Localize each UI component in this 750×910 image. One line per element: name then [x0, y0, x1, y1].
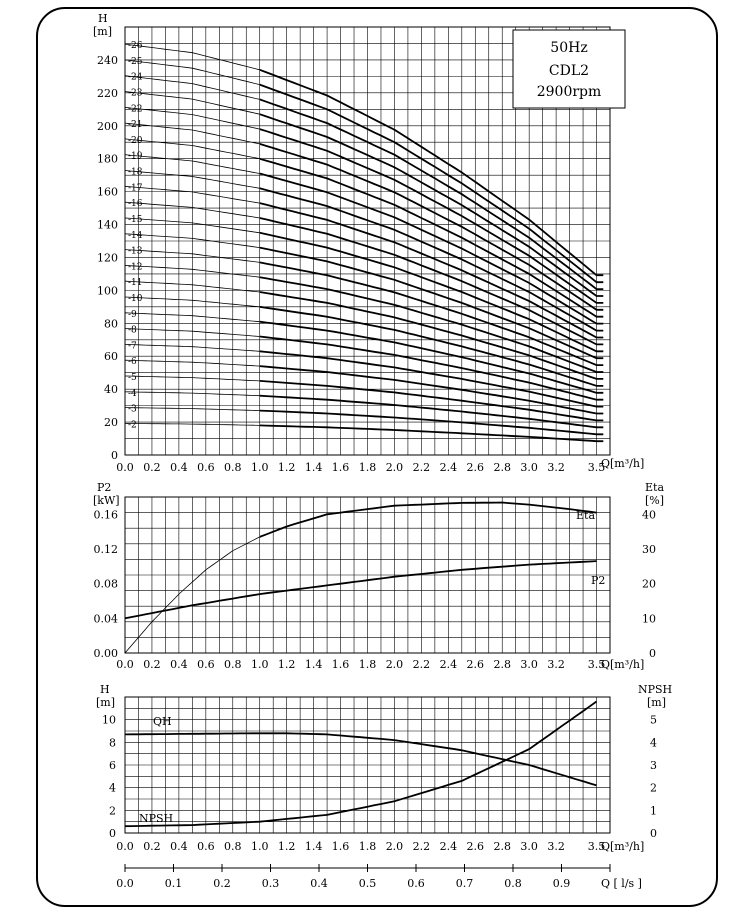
right-tick-label: 0 [650, 827, 657, 840]
left-tick-label: 2 [109, 804, 116, 818]
x-tick-label: 2.0 [385, 840, 404, 853]
flow-l-per-s-ticks [116, 864, 610, 890]
x-tick-label: 3.5 [587, 461, 606, 474]
x-tick-label: 0.2 [143, 461, 161, 474]
x-tick-label: 1.2 [277, 840, 296, 853]
x-tick-label: 3.0 [520, 658, 538, 671]
stage-label: -18 [128, 167, 143, 178]
x-tick-label: 1.8 [358, 461, 377, 474]
x-tick-label: 0.4 [170, 658, 188, 671]
power-axis-unit: [kW] [93, 494, 120, 507]
flow-scale-tick-label: 0.0 [116, 877, 134, 890]
y-tick-label: 80 [104, 317, 118, 331]
stage-label: -11 [128, 278, 143, 289]
stage-label: -7 [128, 341, 137, 352]
y-tick-label: 220 [97, 86, 118, 100]
stage-label: -9 [128, 309, 137, 320]
stage-label: -26 [128, 41, 143, 52]
x-tick-label: 0.6 [197, 658, 215, 671]
flow-scale-tick-label: 0.9 [552, 877, 571, 890]
stage-label: -16 [128, 199, 143, 210]
x-tick-label: 0.8 [224, 658, 242, 671]
qh-chart [93, 12, 644, 474]
left-tick-label: 0.12 [93, 543, 118, 556]
y-tick-label: 200 [97, 119, 118, 133]
x-tick-label: 1.6 [331, 840, 350, 853]
left-tick-label: 0 [109, 827, 116, 840]
x-tick-label: 0.2 [143, 658, 161, 671]
stage-label: -3 [128, 404, 137, 415]
x-tick-label: 0.6 [197, 840, 215, 853]
npsh-axis-label: NPSH [638, 683, 673, 696]
power-efficiency-grid [125, 497, 610, 653]
x-tick-label: 3.5 [587, 840, 606, 853]
x-tick-label: 1.4 [304, 658, 323, 671]
right-tick-label: 10 [642, 612, 656, 626]
x-tick-label: 1.6 [331, 461, 350, 474]
x-tick-label: 3.2 [547, 840, 565, 853]
x-tick-label: 2.4 [439, 840, 458, 853]
right-tick-label: 4 [650, 736, 657, 750]
right-tick-label: 5 [650, 713, 657, 727]
y-tick-label: 240 [97, 53, 118, 67]
right-tick-label: 0 [649, 647, 656, 660]
x-tick-label: 2.8 [493, 840, 511, 853]
x-tick-label: 2.6 [466, 840, 485, 853]
x-tick-label: 2.8 [493, 658, 511, 671]
qh-curve-label: QH [153, 715, 172, 728]
power-efficiency-chart [93, 481, 664, 671]
stage-label: -20 [128, 135, 143, 146]
right-tick-label: 1 [650, 804, 657, 818]
stage-label: -12 [128, 262, 143, 273]
flow-scale-tick-label: 0.3 [261, 877, 280, 890]
power-efficiency-curves [125, 503, 597, 654]
qh-curve [125, 733, 597, 785]
qh-npsh-x-label: Q[m³/h] [601, 840, 645, 853]
right-tick-label: 30 [642, 543, 656, 556]
x-tick-label: 2.6 [466, 461, 485, 474]
legend-model: CDL2 [548, 63, 590, 79]
y-tick-label: 60 [104, 350, 118, 364]
efficiency-axis-label: Eta [645, 481, 665, 494]
npsh-curve-label: NPSH [139, 812, 174, 825]
qh-chart-y-label: H [98, 12, 108, 25]
x-tick-label: 2.0 [385, 658, 404, 671]
flow-scale-tick-label: 0.8 [504, 877, 522, 890]
eta-curve [260, 503, 597, 537]
x-tick-label: 0.8 [224, 840, 242, 853]
x-tick-label: 0.8 [224, 461, 242, 474]
right-tick-label: 20 [642, 577, 656, 591]
qh-chart-x-ticks [116, 461, 605, 474]
eta-curve-label: Eta [576, 509, 596, 522]
x-tick-label: 1.4 [304, 840, 323, 853]
x-tick-label: 0.0 [116, 658, 134, 671]
x-tick-label: 1.2 [277, 461, 296, 474]
stage-label: -5 [128, 372, 137, 383]
npsh-axis-unit: [m] [647, 696, 667, 709]
stage-label: -19 [128, 151, 143, 162]
p2-curve-label: P2 [591, 574, 606, 587]
x-tick-label: 1.6 [331, 658, 350, 671]
left-tick-label: 0.04 [93, 612, 118, 626]
y-tick-label: 100 [97, 284, 118, 298]
stage-label: -17 [128, 183, 143, 194]
stage-curve [260, 188, 604, 330]
y-tick-label: 180 [97, 152, 118, 166]
x-tick-label: 3.0 [520, 840, 538, 853]
stage-curve [260, 99, 604, 289]
power-left-ticks [94, 508, 119, 660]
qh-npsh-x-ticks [116, 840, 605, 853]
y-tick-label: 120 [97, 251, 118, 265]
x-tick-label: 1.2 [277, 658, 296, 671]
left-tick-label: 6 [109, 759, 116, 772]
x-tick-label: 3.2 [547, 658, 565, 671]
x-tick-label: 1.0 [250, 461, 269, 474]
flow-scale-tick-label: 0.4 [310, 877, 328, 890]
right-tick-label: 40 [642, 508, 656, 522]
npsh-right-ticks [650, 714, 657, 840]
power-axis-label: P2 [97, 481, 112, 494]
efficiency-axis-unit: [%] [645, 494, 665, 507]
stage-label: -2 [128, 420, 137, 431]
left-tick-label: 0.08 [93, 577, 118, 591]
right-tick-label: 2 [650, 781, 657, 795]
legend-frequency: 50Hz [550, 40, 588, 56]
x-tick-label: 2.2 [412, 658, 431, 671]
efficiency-right-ticks [642, 508, 656, 660]
x-tick-label: 3.5 [587, 658, 606, 671]
flow-scale-tick-label: 0.1 [164, 877, 183, 890]
left-tick-label: 8 [109, 736, 116, 750]
stage-curve [260, 85, 604, 283]
head-left-ticks [102, 714, 116, 840]
y-tick-label: 160 [97, 185, 118, 199]
y-tick-label: 0 [111, 449, 118, 462]
stage-curve [260, 144, 604, 310]
flow-scale-tick-label: 0.6 [407, 877, 425, 890]
x-tick-label: 0.0 [116, 840, 134, 853]
qh-npsh-chart [96, 683, 672, 853]
stage-label: -23 [128, 88, 143, 99]
flow-l-per-s-label: Q [ l/s ] [601, 877, 642, 890]
x-tick-label: 1.0 [250, 840, 269, 853]
flow-scale-tick-label: 0.5 [358, 877, 377, 890]
power-efficiency-x-ticks [116, 658, 605, 671]
power-efficiency-x-label: Q[m³/h] [601, 658, 645, 671]
flow-scale-tick-label: 0.2 [213, 877, 231, 890]
x-tick-label: 2.0 [385, 461, 404, 474]
stage-curve [260, 277, 604, 372]
x-tick-label: 2.4 [439, 658, 458, 671]
right-tick-label: 3 [650, 759, 657, 772]
qh-chart-x-label: Q[m³/h] [601, 457, 645, 470]
left-tick-label: 0.16 [93, 508, 118, 522]
qh-chart-y-ticks [97, 54, 118, 462]
stage-curve [260, 381, 604, 421]
stage-label: -6 [128, 357, 137, 368]
y-tick-label: 40 [104, 383, 118, 397]
x-tick-label: 1.8 [358, 840, 377, 853]
x-tick-label: 2.4 [439, 461, 458, 474]
stage-label: -25 [128, 56, 143, 67]
stage-label: -13 [128, 246, 143, 257]
head-axis-label: H [100, 683, 110, 696]
flow-scale-tick-label: 0.7 [455, 877, 474, 890]
x-tick-label: 1.8 [358, 658, 377, 671]
x-tick-label: 1.4 [304, 461, 323, 474]
x-tick-label: 0.6 [197, 461, 215, 474]
x-tick-label: 0.2 [143, 840, 161, 853]
x-tick-label: 1.0 [250, 658, 269, 671]
stage-label: -8 [128, 325, 137, 336]
y-tick-label: 140 [97, 218, 118, 232]
legend-speed: 2900rpm [536, 84, 602, 100]
flow-l-per-s-scale [116, 864, 642, 890]
left-tick-label: 4 [109, 781, 116, 795]
stage-label: -10 [128, 293, 143, 304]
x-tick-label: 2.2 [412, 461, 431, 474]
x-tick-label: 3.0 [520, 461, 538, 474]
left-tick-label: 0.00 [93, 647, 118, 660]
stage-label: -21 [128, 120, 143, 131]
x-tick-label: 2.2 [412, 840, 431, 853]
left-tick-label: 10 [102, 713, 116, 727]
qh-npsh-grid [125, 697, 610, 833]
qh-npsh-curves [125, 702, 597, 827]
x-tick-label: 0.4 [170, 840, 188, 853]
stage-label: -15 [128, 214, 143, 225]
stage-curve [260, 396, 604, 428]
qh-chart-stage-labels [128, 41, 143, 430]
x-tick-label: 2.8 [493, 461, 511, 474]
stage-label: -24 [128, 72, 143, 83]
stage-label: -4 [128, 388, 137, 399]
stage-label: -22 [128, 104, 143, 115]
x-tick-label: 0.4 [170, 461, 188, 474]
qh-chart-y-unit: [m] [93, 25, 113, 38]
x-tick-label: 0.0 [116, 461, 134, 474]
head-axis-unit: [m] [96, 696, 116, 709]
x-tick-label: 2.6 [466, 658, 485, 671]
p2-curve [125, 561, 597, 618]
x-tick-label: 3.2 [547, 461, 565, 474]
y-tick-label: 20 [104, 416, 118, 430]
stage-label: -14 [128, 230, 143, 241]
